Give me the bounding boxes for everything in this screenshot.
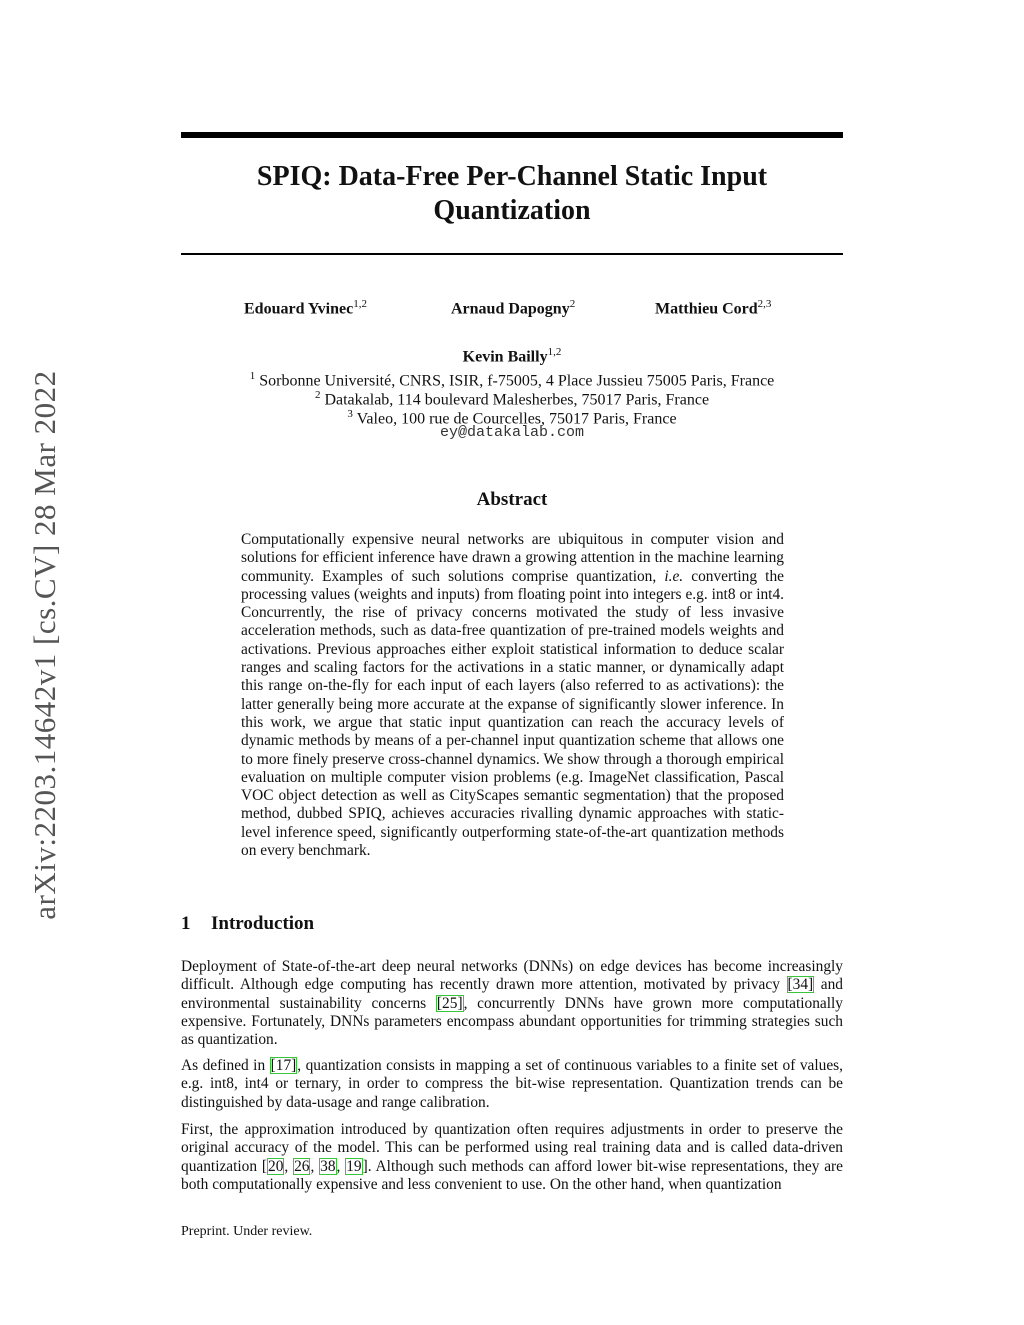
citation-link[interactable]: 20 <box>268 1157 284 1175</box>
citation-link[interactable]: [25] <box>436 994 463 1012</box>
citation-link[interactable]: [34] <box>787 976 814 994</box>
affiliation-2: $^2$ Datakalab, 114 boulevard Malesherbes, 75017 Paris, France <box>314 389 710 409</box>
author-1: Edouard Yvinec$^{1,2}$ <box>244 298 367 318</box>
contact-email[interactable]: ey@datakalab.com <box>439 424 585 441</box>
citation-link[interactable]: [17] <box>270 1057 297 1074</box>
intro-paragraph-3: First, the approximation introduced by quantization often requires adjustments in order to preserve the original accuracy of the model. This can be performed using real training data and is called data-driven quantization [20, 26, 38, 19]. Although such methods can afford lower bit-wise representations, they are both computationally expensive and less convenient to use. On the other hand, when quantization <box>181 1121 843 1193</box>
author-4: Kevin Bailly$^{1,2}$ <box>462 346 562 366</box>
abstract-body: Computationally expensive neural networks are ubiquitous in computer vision and solutions for efficient inference have drawn a growing attention in the machine learning community. Examples of such solutions comprise quantization, i.e. converting the processing values (weights and inputs) from floating point into integers e.g. int8 or int4. Concurrently, the rise of privacy concerns motivated the study of less invasive acceleration methods, such as data-free quantization of pre-trained models weights and activations. Previous approaches either exploit statistical information to deduce scalar ranges and scaling factors for the activations in a static manner, or dynamically adapt this range on-the-fly for each input of each layers (also referred to as activations): the latter generally being more accurate at the expanse of significantly slower inference. In this work, we argue that static input quantization can reach the accuracy levels of dynamic methods by means of a per-channel input quantization scheme that allows one to more finely preserve cross-channel dynamics. We show through a thorough empirical evaluation on multiple computer vision problems (e.g. ImageNet classification, Pascal VOC object detection as well as CityScapes semantic segmentation) that the proposed method, dubbed SPIQ, achieves accuracies rivalling dynamic approaches with static-level inference speed, significantly outperforming state-of-the-art quantization methods on every benchmark. <box>241 531 784 860</box>
citation-link[interactable]: 38 <box>320 1157 336 1175</box>
intro-paragraph-1: Deployment of State-of-the-art deep neural networks (DNNs) on edge devices has become increasingly difficult. Although edge computing has recently drawn more attention, motivated by privacy [34] and environmental sustainability concerns [25], concurrently DNNs have grown more computationally expensive. Fortunately, DNNs parameters encompass abundant opportunities for trimming strategies such as quantization. <box>181 958 844 1049</box>
citation-link[interactable]: 19 <box>346 1157 362 1175</box>
abstract-heading: Abstract <box>476 489 548 510</box>
affiliation-1: $^1$ Sorbonne Université, CNRS, ISIR, f-75005, 4 Place Jussieu 75005 Paris, France <box>249 370 775 390</box>
author-3: Matthieu Cord$^{2,3}$ <box>655 298 772 318</box>
citation-link[interactable]: 26 <box>294 1157 310 1175</box>
arxiv-stamp-text: arXiv:2203.14642v1 [cs.CV] 28 Mar 2022 <box>27 370 62 920</box>
intro-paragraph-2: As defined in [17], quantization consists in mapping a set of continuous variables to a finite set of values, e.g. int8, int4 or ternary, in order to compress the bit-wise representation. Quantization trends can be distinguished by data-usage and range calibration. <box>181 1057 843 1111</box>
title-top-rule <box>181 132 843 138</box>
affiliation-3: $^3$ Valeo, 100 rue de Courcelles, 75017 Paris, France <box>347 408 677 428</box>
section-heading-introduction: 1 Introduction <box>181 913 315 934</box>
paper-title: SPIQ: Data-Free Per-Channel Static Input Quantization <box>256 161 768 226</box>
footer-note: Preprint. Under review. <box>181 1224 313 1239</box>
author-2: Arnaud Dapogny$^2$ <box>451 298 576 318</box>
title-bottom-rule <box>181 253 843 255</box>
